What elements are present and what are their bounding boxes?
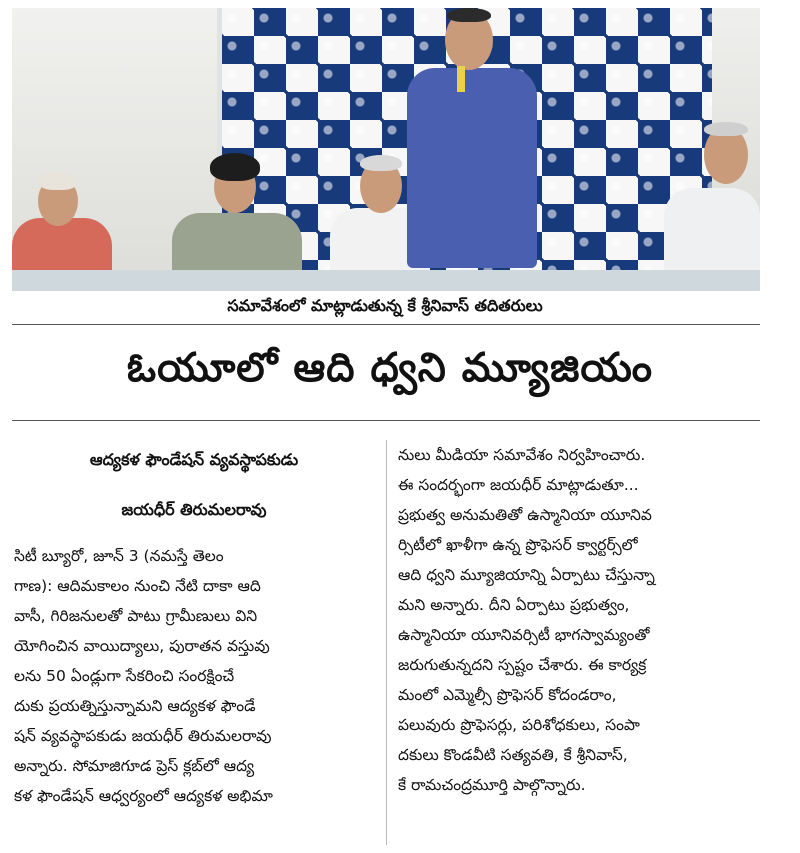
headline: ఓయూలో ఆది ధ్వని మ్యూజియం [126, 345, 654, 391]
photo-caption: సమావేశంలో మాట్లాడుతున్న కే శ్రీనివాస్ తదితరులు [227, 296, 543, 315]
article-line: దకులు కొండవీటి సత్యవతి, కే శ్రీనివాస్, [398, 746, 628, 764]
subheadline-line2: జయధీర్ తిరుమలరావు [121, 500, 267, 519]
person-woman [172, 153, 302, 283]
photo-table [12, 270, 760, 291]
article-line: ఉస్మానియా యూనివర్సిటీ భాగస్వామ్యంతో [398, 626, 650, 644]
article-line: నులు మీడియా సమావేశం నిర్వహించారు. [398, 446, 646, 464]
caption-rule [12, 324, 760, 325]
column-divider [386, 440, 387, 845]
article-line: గాణ): ఆదిమకాలం నుంచి నేటి దాకా ఆది [14, 577, 261, 595]
headline-rule [12, 420, 760, 421]
microphone-icon [457, 66, 465, 92]
article-line: లను 50 ఏండ్లుగా సేకరించి సంరక్షించే [14, 667, 235, 685]
article-line: దుకు ప్రయత్నిస్తున్నామని ఆద్యకళ ఫౌండే [14, 697, 256, 715]
article-line: ఆది ధ్వని మ్యూజియాన్ని ఏర్పాటు చేస్తున్నా [398, 566, 655, 584]
article-line: ఈ సందర్భంగా జయధీర్ మాట్లాడుతూ... [398, 476, 639, 494]
article-line: సిటీ బ్యూరో, జూన్ 3 (నమస్తే తెలం [14, 547, 224, 565]
article-line: పలువురు ప్రొఫెసర్లు, పరిశోధకులు, సంపా [398, 716, 640, 734]
person-right-man [664, 118, 760, 283]
article-line: మంలో ఎమ్మెల్సీ ప్రొఫెసర్ కోదండరాం, [398, 686, 617, 704]
person-left-elderly [12, 168, 122, 278]
article-column-right [398, 440, 762, 800]
news-photo [12, 8, 760, 291]
article-line: ప్రభుత్వ అనుమతితో ఉస్మానియా యూనివ [398, 506, 652, 524]
article-line: ర్సిటీలో ఖాళీగా ఉన్న ప్రొఫెసర్ క్వార్టర్స్‌లో [398, 536, 638, 554]
article-line: షన్ వ్యవస్థాపకుడు జయధీర్ తిరుమలరావు [14, 727, 272, 745]
person-speaker-standing [397, 8, 547, 288]
article-line: కే రామచంద్రమూర్తి పాల్గొన్నారు. [398, 776, 586, 794]
article-line: అన్నారు. సోమాజిగూడ ప్రెస్ క్లబ్‌లో ఆద్య [14, 757, 255, 775]
article-line: వాసీ, గిరిజనులతో పాటు గ్రామీణులు విని [14, 607, 258, 625]
article-column-left [14, 541, 376, 811]
article-line: మని అన్నారు. దీని ఏర్పాటు ప్రభుత్వం, [398, 596, 630, 614]
article-line: కళ ఫౌండేషన్ ఆధ్వర్యంలో ఆద్యకళ అభిమా [14, 787, 273, 805]
article-line: జరుగుతున్నదని స్పష్టం చేశారు. ఈ కార్యక్ర [398, 656, 647, 674]
subheadline-line1: ఆద్యకళ ఫౌండేషన్ వ్యవస్థాపకుడు [89, 450, 299, 469]
article-line: యోగించిన వాయిద్యాలు, పురాతన వస్తువు [14, 637, 270, 655]
